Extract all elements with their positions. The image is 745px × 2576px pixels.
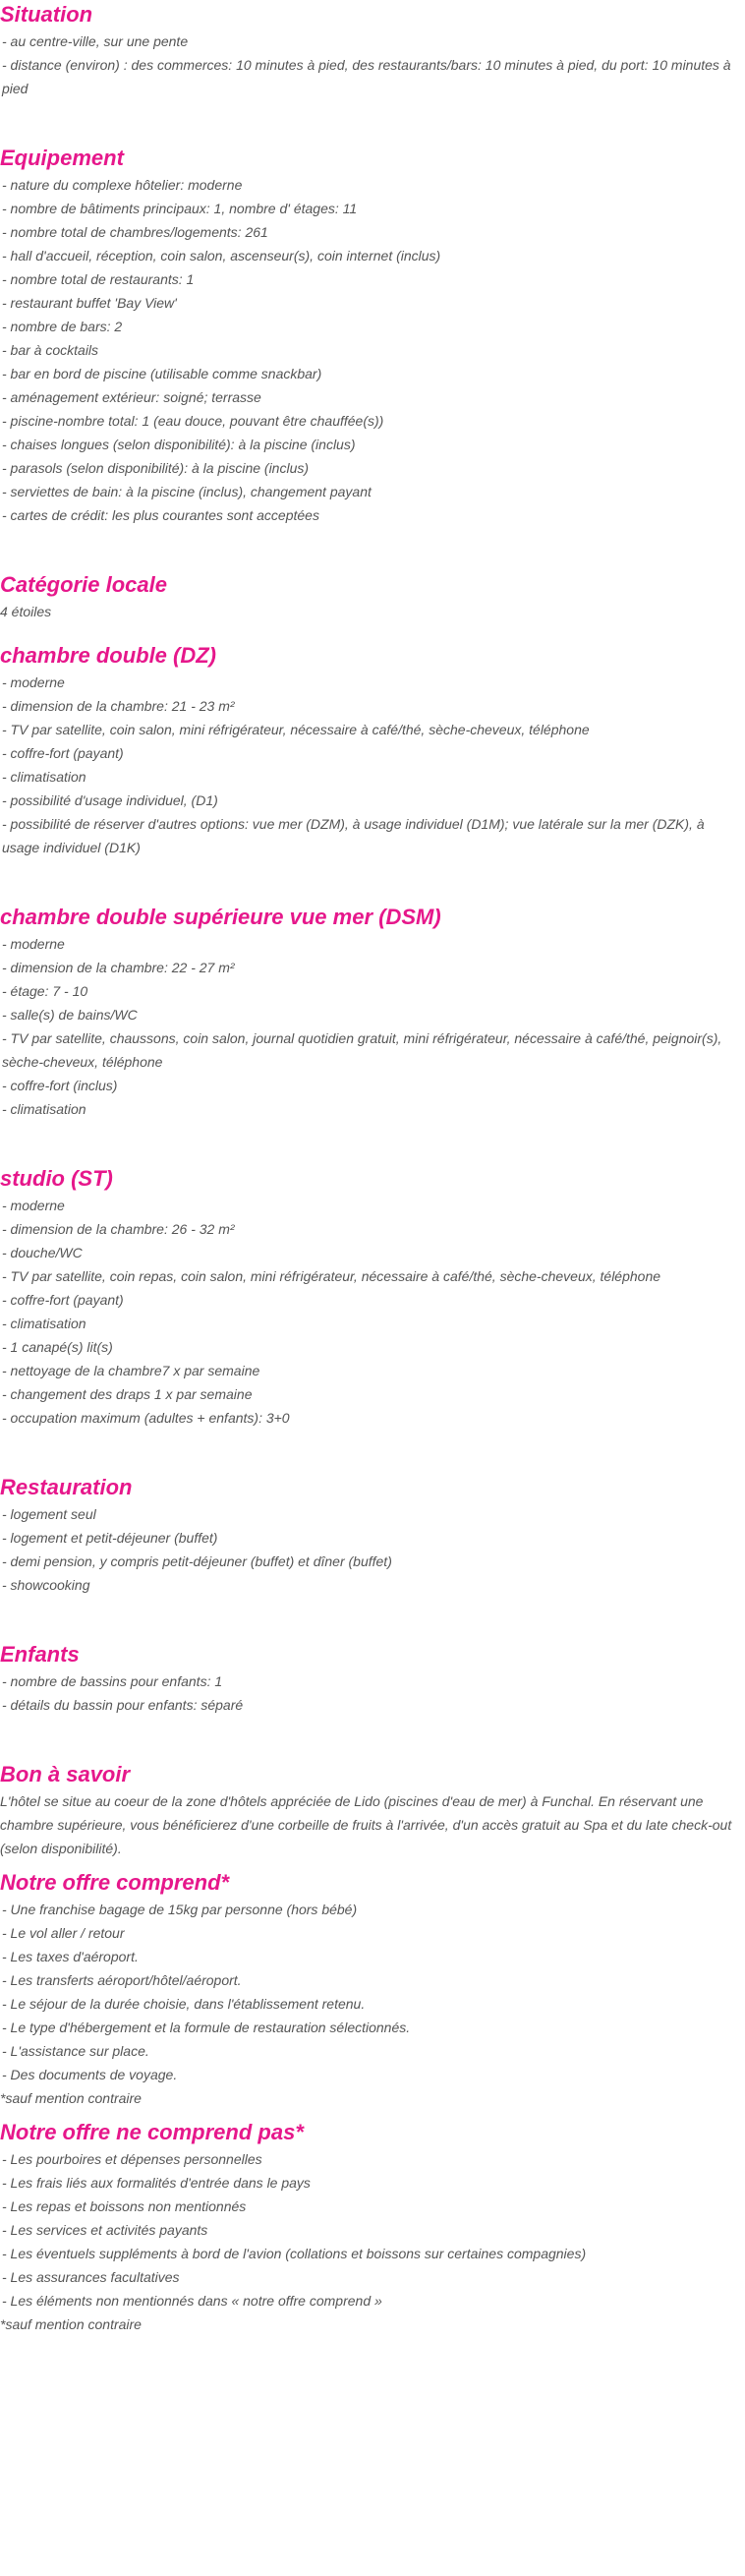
section-situation	[0, 0, 743, 100]
list-item: - hall d'accueil, réception, coin salon, ascenseur(s), coin internet (inclus)	[2, 248, 441, 263]
list-item: - 1 canapé(s) lit(s)	[2, 1339, 113, 1355]
list-item: - bar à cocktails	[2, 342, 99, 358]
list-item: - moderne	[2, 674, 65, 690]
list	[0, 671, 743, 859]
list-item: - Des documents de voyage.	[2, 2067, 178, 2082]
list	[0, 932, 743, 1121]
list-item: - climatisation	[2, 1316, 86, 1331]
list-item: - parasols (selon disponibilité): à la piscine (inclus)	[2, 460, 310, 476]
list	[0, 1898, 743, 2086]
list-item: - logement seul	[2, 1506, 96, 1522]
list-item: - showcooking	[2, 1577, 90, 1593]
paragraph: 4 étoiles	[0, 604, 52, 619]
list-item: - dimension de la chambre: 22 - 27 m²	[2, 960, 235, 975]
list-item: - au centre-ville, sur une pente	[2, 33, 189, 49]
list-item: - Les transferts aéroport/hôtel/aéroport.	[2, 1972, 242, 1988]
list	[0, 1502, 743, 1597]
section-title: Bon à savoir	[0, 1762, 131, 1786]
section-studio	[0, 1164, 743, 1430]
list-item: - nombre de bâtiments principaux: 1, nombre d' étages: 11	[2, 201, 358, 216]
list-item: - étage: 7 - 10	[2, 983, 88, 999]
list-item: - nombre de bassins pour enfants: 1	[2, 1673, 223, 1689]
list-item: - TV par satellite, chaussons, coin salon, journal quotidien gratuit, mini réfrigérateur, nécessaire à café/thé, peignoir(s), sèche-cheveux, téléphone	[2, 1030, 722, 1070]
list-item: - Les pourboires et dépenses personnelles	[2, 2151, 262, 2167]
section-title: Notre offre ne comprend pas*	[0, 2120, 304, 2144]
section-enfants	[0, 1640, 743, 1717]
list-item: - TV par satellite, coin salon, mini réfrigérateur, nécessaire à café/thé, sèche-cheveux, téléphone	[2, 722, 590, 737]
list	[0, 173, 743, 527]
list-item: - Le type d'hébergement et la formule de restauration sélectionnés.	[2, 2020, 411, 2035]
list-item: - nombre total de restaurants: 1	[2, 271, 195, 287]
list-item: - nombre total de chambres/logements: 261	[2, 224, 268, 240]
list-item: - Les repas et boissons non mentionnés	[2, 2198, 247, 2214]
list-item: - Le séjour de la durée choisie, dans l'établissement retenu.	[2, 1996, 366, 2012]
list	[0, 1194, 743, 1430]
section-title: Situation	[0, 2, 93, 27]
list-item: - douche/WC	[2, 1245, 83, 1260]
list-item: - Les frais liés aux formalités d'entrée dans le pays	[2, 2175, 311, 2191]
section-title: Catégorie locale	[0, 572, 167, 597]
list-item: - moderne	[2, 936, 65, 952]
section-offre-ne-comprend	[0, 2118, 743, 2336]
section-title: Equipement	[0, 146, 124, 170]
section-title: chambre double (DZ)	[0, 643, 217, 668]
section-restauration	[0, 1473, 743, 1597]
paragraph: L'hôtel se situe au coeur de la zone d'hôtels appréciée de Lido (piscines d'eau de mer) à Funchal. En réservant une chambre supérieure, vous bénéficierez d'une corbeille de fruits à l'arrivée, d'un accès gratuit au Spa et du late check-out (selon disponibilité).	[0, 1793, 732, 1856]
section-title: Enfants	[0, 1642, 80, 1667]
list-item: - restaurant buffet 'Bay View'	[2, 295, 177, 311]
list-item: - Les services et activités payants	[2, 2222, 208, 2238]
list-item: - demi pension, y compris petit-déjeuner (buffet) et dîner (buffet)	[2, 1553, 392, 1569]
list-item: - bar en bord de piscine (utilisable comme snackbar)	[2, 366, 322, 381]
list-item: - coffre-fort (inclus)	[2, 1078, 118, 1093]
list-item: - chaises longues (selon disponibilité): à la piscine (inclus)	[2, 437, 356, 452]
footnote: *sauf mention contraire	[0, 2090, 142, 2106]
list-item: - possibilité de réserver d'autres options: vue mer (DZM), à usage individuel (D1M); vue latérale sur la mer (DZK), à usage individuel (D1K)	[2, 816, 705, 855]
section-title: Restauration	[0, 1475, 133, 1499]
section-bon-a-savoir	[0, 1760, 743, 1860]
list-item: - Le vol aller / retour	[2, 1925, 125, 1941]
list-item: - climatisation	[2, 769, 86, 785]
list-item: - distance (environ) : des commerces: 10 minutes à pied, des restaurants/bars: 10 minutes à pied, du port: 10 minutes à pied	[2, 57, 731, 96]
list-item: - changement des draps 1 x par semaine	[2, 1386, 253, 1402]
list-item: - serviettes de bain: à la piscine (inclus), changement payant	[2, 484, 372, 499]
list-item: - nombre de bars: 2	[2, 319, 123, 334]
list-item: - logement et petit-déjeuner (buffet)	[2, 1530, 218, 1546]
list-item: - Une franchise bagage de 15kg par personne (hors bébé)	[2, 1902, 358, 1917]
list-item: - Les taxes d'aéroport.	[2, 1949, 139, 1964]
list-item: - coffre-fort (payant)	[2, 745, 124, 761]
list-item: - possibilité d'usage individuel, (D1)	[2, 792, 218, 808]
footnote: *sauf mention contraire	[0, 2316, 142, 2332]
list-item: - climatisation	[2, 1101, 86, 1117]
list-item: - nettoyage de la chambre7 x par semaine	[2, 1363, 260, 1378]
section-title: chambre double supérieure vue mer (DSM)	[0, 905, 441, 929]
list-item: - L'assistance sur place.	[2, 2043, 149, 2059]
list-item: - salle(s) de bains/WC	[2, 1007, 138, 1023]
list-item: - Les assurances facultatives	[2, 2269, 180, 2285]
list-item: - détails du bassin pour enfants: séparé	[2, 1697, 244, 1713]
section-title: studio (ST)	[0, 1166, 113, 1191]
list-item: - piscine-nombre total: 1 (eau douce, pouvant être chauffée(s))	[2, 413, 384, 429]
section-chambre-dsm	[0, 903, 743, 1121]
section-title: Notre offre comprend*	[0, 1870, 230, 1895]
list-item: - cartes de crédit: les plus courantes sont acceptées	[2, 507, 319, 523]
section-chambre-dz	[0, 641, 743, 859]
list-item: - moderne	[2, 1198, 65, 1213]
list-item: - nature du complexe hôtelier: moderne	[2, 177, 243, 193]
list	[0, 1669, 743, 1717]
section-categorie	[0, 570, 743, 623]
list-item: - TV par satellite, coin repas, coin salon, mini réfrigérateur, nécessaire à café/thé, sèche-cheveux, téléphone	[2, 1268, 661, 1284]
list	[0, 2147, 743, 2313]
list-item: - dimension de la chambre: 21 - 23 m²	[2, 698, 235, 714]
list-item: - Les éléments non mentionnés dans « notre offre comprend »	[2, 2293, 382, 2309]
list-item: - aménagement extérieur: soigné; terrasse	[2, 389, 261, 405]
list-item: - coffre-fort (payant)	[2, 1292, 124, 1308]
section-offre-comprend	[0, 1868, 743, 2110]
list-item: - occupation maximum (adultes + enfants): 3+0	[2, 1410, 290, 1426]
section-equipement	[0, 144, 743, 527]
list-item: - Les éventuels suppléments à bord de l'avion (collations et boissons sur certaines compagnies)	[2, 2246, 587, 2261]
list	[0, 29, 743, 100]
list-item: - dimension de la chambre: 26 - 32 m²	[2, 1221, 235, 1237]
